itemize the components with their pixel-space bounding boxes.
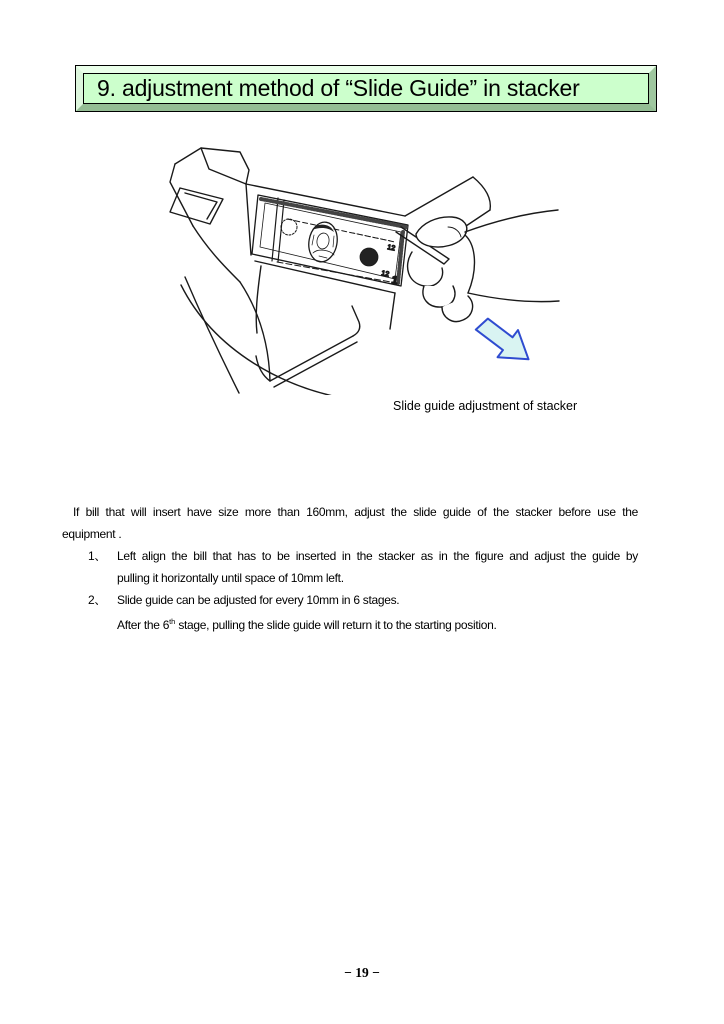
page-number: − 19 −	[344, 965, 380, 980]
section-title: 9. adjustment method of “Slide Guide” in stacker	[83, 73, 649, 104]
section-title-bar	[75, 65, 657, 112]
list-item-1-line-2: pulling it horizontally until space of 10mm left.	[117, 571, 344, 585]
pull-direction-arrow	[470, 310, 538, 373]
stacker-illustration	[165, 135, 565, 395]
list-item-1-continued	[62, 567, 638, 589]
list-item-2-continued	[62, 611, 638, 636]
hand	[408, 210, 559, 322]
list-item-2-number: 2、	[88, 593, 107, 607]
bill-mark-12-top: 12	[386, 244, 396, 253]
title-bar-bevel	[76, 66, 656, 111]
list-item-2-line-1: Slide guide can be adjusted for every 10mm in 6 stages.	[117, 593, 400, 607]
list-spacer	[88, 611, 117, 636]
instructions	[62, 501, 638, 636]
bill-mark-1: 1	[390, 274, 399, 288]
list-item-2-line-2	[117, 611, 638, 636]
list-spacer	[88, 567, 117, 589]
intro-line-2: equipment .	[62, 527, 122, 541]
intro-line-1: If bill that will insert have size more than 160mm, adjust the slide guide of the stacker before use the	[73, 505, 638, 519]
bill-mark-12-bottom: 12	[380, 270, 390, 279]
figure-caption: Slide guide adjustment of stacker	[393, 399, 578, 413]
list-item-2-line-2-pre: After the 6	[117, 618, 170, 632]
list-item-1	[62, 545, 638, 567]
ordinal-suffix: th	[169, 617, 176, 626]
list-item-2	[62, 589, 638, 611]
list-item-1-number: 1、	[88, 549, 107, 563]
list-item-2-line-2-post: stage, pulling the slide guide will return it to the starting position.	[175, 618, 497, 632]
pull-direction-arrow-shape	[470, 310, 538, 373]
stacker-figure	[165, 135, 565, 395]
dollar-bill	[252, 195, 408, 287]
list-item-1-line-1: Left align the bill that has to be inserted in the stacker as in the figure and adjust the guide by	[117, 549, 638, 563]
